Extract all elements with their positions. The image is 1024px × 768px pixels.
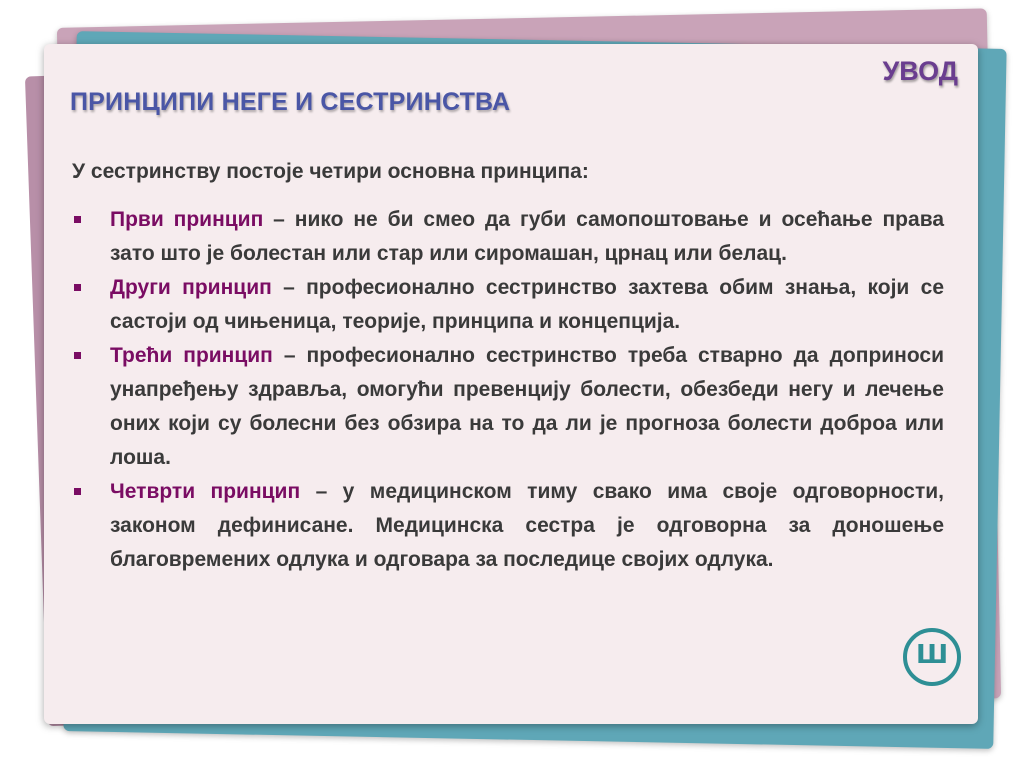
page-title: ПРИНЦИПИ НЕГЕ И СЕСТРИНСТВА: [70, 88, 511, 116]
list-item-principle-1: [72, 203, 944, 271]
principle-text: – професионално сестринство захтева обим знања, који се састоји од чињеница, теорије, принципа и концепција.: [110, 276, 944, 333]
intro-text: У сестринству постоје четири основна принципа:: [72, 160, 589, 183]
list-item-principle-2: [72, 271, 944, 339]
list-item-principle-4: [72, 475, 944, 577]
section-tag: УВОД: [882, 56, 958, 86]
square-bullet-icon: [74, 216, 81, 223]
square-bullet-icon: [74, 488, 81, 495]
logo-letter: Ш: [915, 640, 949, 670]
square-bullet-icon: [74, 284, 81, 291]
principle-text: – професионално сестринство треба стварно да доприноси унапређењу здравља, омогући превенцију болести, обезбеди негу и лечење оних који су болесни без обзира на то да ли је прогноза болести доброа или лоша.: [110, 344, 945, 469]
principle-text: – у медицинском тиму свако има своје одговорности, законом дефинисане. Медицинска сестра је одговорна за доношење благовремених одлука и одговара за последице својих одлука.: [110, 480, 944, 571]
principle-text: – нико не би смео да губи самопоштовање и осећање права зато што је болестан или стар или сиромашан, црнац или белац.: [110, 208, 945, 265]
principles-list: [72, 203, 944, 577]
circle-letter-sha-icon: [903, 628, 961, 686]
principle-term: Други принцип: [110, 276, 272, 299]
principle-term: Први принцип: [110, 208, 264, 231]
square-bullet-icon: [74, 352, 81, 359]
principle-term: Трећи принцип: [110, 344, 273, 367]
principle-term: Четврти принцип: [110, 480, 301, 503]
list-item-principle-3: [72, 339, 944, 475]
